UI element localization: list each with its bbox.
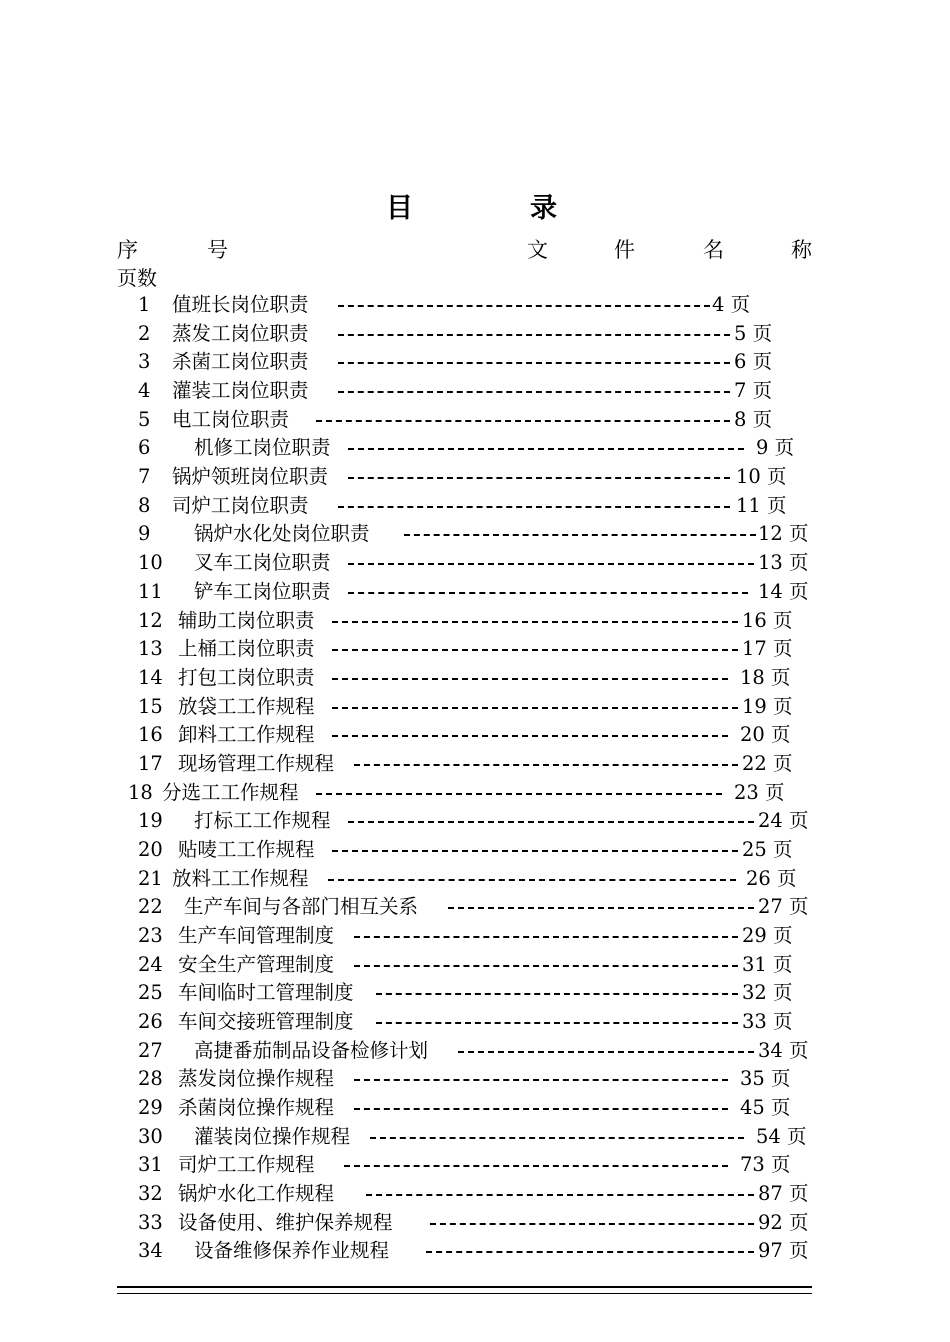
entry-number: 17	[138, 751, 163, 775]
dot-leader	[366, 1194, 754, 1196]
entry-page: 5 页	[734, 321, 773, 345]
entry-title: 放料工工作规程	[172, 866, 309, 890]
toc-entry[interactable]	[0, 807, 950, 835]
entry-page: 34 页	[758, 1038, 809, 1062]
dot-leader	[332, 707, 738, 709]
entry-number: 30	[138, 1124, 163, 1148]
toc-entry[interactable]	[0, 1065, 950, 1093]
entry-title: 机修工岗位职责	[194, 436, 331, 460]
header-char-jian: 件	[614, 238, 635, 262]
dot-leader	[404, 534, 756, 536]
entry-page: 45 页	[740, 1096, 791, 1119]
entry-page: 87 页	[758, 1182, 809, 1206]
toc-entry[interactable]	[0, 1209, 950, 1237]
toc-entry[interactable]	[0, 463, 950, 491]
dot-leader	[426, 1251, 754, 1253]
entry-page: 22 页	[742, 751, 793, 775]
entry-title: 卸料工工作规程	[178, 723, 315, 747]
entry-page: 4 页	[712, 293, 751, 316]
entry-page: 31 页	[742, 952, 793, 976]
entry-page: 7 页	[734, 379, 773, 402]
toc-entry[interactable]	[0, 922, 950, 950]
toc-entry[interactable]	[0, 549, 950, 577]
toc-entry[interactable]	[0, 348, 950, 376]
entry-title: 蒸发岗位操作规程	[178, 1067, 335, 1091]
dot-leader	[344, 1165, 728, 1167]
dot-leader	[348, 477, 730, 479]
toc-entry[interactable]	[0, 1123, 950, 1151]
entry-title: 杀菌工岗位职责	[172, 350, 309, 374]
toc-entry[interactable]	[0, 607, 950, 635]
toc-title-char-1: 目	[386, 193, 413, 224]
entry-number: 34	[138, 1239, 163, 1263]
entry-page: 35 页	[740, 1067, 791, 1091]
toc-entry[interactable]	[0, 434, 950, 462]
entry-number: 32	[138, 1182, 163, 1206]
entry-number: 29	[138, 1096, 163, 1119]
entry-number: 18	[128, 780, 153, 804]
dot-leader	[458, 1051, 754, 1053]
entry-number: 33	[138, 1210, 163, 1234]
toc-entry[interactable]	[0, 865, 950, 893]
toc-entry[interactable]	[0, 979, 950, 1007]
entry-title: 铲车工岗位职责	[194, 579, 331, 603]
dot-leader	[332, 678, 728, 680]
dot-leader	[338, 506, 730, 508]
entry-title: 车间交接班管理制度	[178, 1010, 354, 1033]
toc-entry[interactable]	[0, 836, 950, 864]
entry-number: 4	[138, 379, 151, 402]
toc-entry[interactable]	[0, 1151, 950, 1179]
dot-leader	[316, 420, 730, 422]
entry-title: 现场管理工作规程	[178, 751, 335, 775]
entry-title: 安全生产管理制度	[178, 952, 335, 976]
entry-number: 19	[138, 809, 163, 833]
entry-title: 贴唛工工作规程	[178, 837, 315, 861]
dot-leader	[348, 592, 748, 594]
entry-number: 10	[138, 551, 163, 575]
dot-leader	[376, 1022, 738, 1024]
footer-rule-thin	[117, 1293, 812, 1294]
dot-leader	[332, 850, 738, 852]
entry-title: 锅炉水化工作规程	[178, 1182, 335, 1206]
entry-title: 分选工工作规程	[162, 780, 299, 804]
entry-number: 23	[138, 924, 163, 947]
entry-page: 19 页	[742, 694, 793, 718]
entry-title: 设备维修保养作业规程	[194, 1239, 390, 1263]
entry-number: 3	[138, 350, 151, 374]
entry-page: 54 页	[756, 1124, 807, 1148]
toc-entry[interactable]	[0, 1180, 950, 1208]
entry-number: 14	[138, 665, 163, 689]
pages-column-label: 页数	[117, 266, 157, 290]
entry-number: 20	[138, 837, 163, 861]
toc-entry[interactable]	[0, 750, 950, 778]
dot-leader	[348, 563, 754, 565]
dot-leader	[332, 621, 738, 623]
entry-title: 电工岗位职责	[172, 407, 290, 431]
entry-number: 28	[138, 1067, 163, 1091]
entry-title: 灌装工岗位职责	[172, 379, 309, 402]
toc-title	[0, 186, 950, 226]
entry-title: 打标工工作规程	[194, 809, 331, 833]
dot-leader	[354, 764, 738, 766]
toc-entry[interactable]	[0, 492, 950, 520]
entry-page: 92 页	[758, 1210, 809, 1234]
toc-entry[interactable]	[0, 1037, 950, 1065]
entry-page: 17 页	[742, 637, 793, 661]
entry-title: 司炉工工作规程	[178, 1153, 315, 1177]
toc-entry[interactable]	[0, 291, 950, 319]
entry-title: 设备使用、维护保养规程	[178, 1210, 393, 1234]
entry-page: 97 页	[758, 1239, 809, 1263]
entry-title: 生产车间与各部门相互关系	[184, 895, 419, 919]
entry-page: 13 页	[758, 551, 809, 575]
dot-leader	[348, 448, 744, 450]
entry-title: 蒸发工岗位职责	[172, 321, 309, 345]
entry-page: 12 页	[758, 522, 809, 546]
header-char-hao: 号	[207, 238, 228, 262]
entry-number: 9	[138, 522, 151, 546]
toc-entry[interactable]	[0, 578, 950, 606]
toc-entry[interactable]	[0, 693, 950, 721]
entry-page: 29 页	[742, 924, 793, 947]
toc-entry[interactable]	[0, 1008, 950, 1036]
dot-leader	[354, 1108, 728, 1110]
toc-entry[interactable]	[0, 320, 950, 348]
entry-page: 14 页	[758, 579, 809, 603]
footer-rule-thick	[117, 1286, 812, 1288]
header-char-xu: 序	[117, 238, 138, 262]
entry-number: 6	[138, 436, 151, 460]
entry-number: 7	[138, 465, 151, 489]
dot-leader	[354, 1079, 728, 1081]
header-char-ming: 名	[703, 238, 724, 262]
entry-number: 16	[138, 723, 163, 747]
entry-page: 26 页	[746, 866, 797, 890]
entry-title: 上桶工岗位职责	[178, 637, 315, 661]
entry-title: 放袋工工作规程	[178, 694, 315, 718]
entry-page: 23 页	[734, 780, 785, 804]
entry-title: 杀菌岗位操作规程	[178, 1096, 335, 1119]
dot-leader	[338, 391, 730, 393]
entry-page: 9 页	[756, 436, 795, 460]
toc-entry[interactable]	[0, 1237, 950, 1265]
entry-number: 21	[138, 866, 163, 890]
entry-page: 6 页	[734, 350, 773, 374]
entry-number: 1	[138, 293, 151, 316]
dot-leader	[448, 907, 754, 909]
toc-entry[interactable]	[0, 664, 950, 692]
toc-entry[interactable]	[0, 951, 950, 979]
toc-entry[interactable]	[0, 635, 950, 663]
entry-number: 8	[138, 493, 151, 517]
dot-leader	[338, 334, 730, 336]
entry-title: 打包工岗位职责	[178, 665, 315, 689]
entry-page: 24 页	[758, 809, 809, 833]
entry-title: 生产车间管理制度	[178, 924, 335, 947]
toc-entry[interactable]	[0, 779, 950, 807]
entry-page: 18 页	[740, 665, 791, 689]
entry-page: 8 页	[734, 407, 773, 431]
entry-page: 10 页	[736, 465, 787, 489]
toc-title-char-2: 录	[530, 193, 557, 224]
entry-number: 2	[138, 321, 151, 345]
toc-entry[interactable]	[0, 406, 950, 434]
entry-page: 73 页	[740, 1153, 791, 1177]
dot-leader	[354, 965, 738, 967]
entry-number: 22	[138, 895, 163, 919]
entry-number: 12	[138, 608, 163, 632]
toc-entry[interactable]	[0, 520, 950, 548]
entry-page: 25 页	[742, 837, 793, 861]
entry-title: 灌装岗位操作规程	[194, 1124, 351, 1148]
toc-entry[interactable]	[0, 377, 950, 405]
dot-leader	[316, 793, 722, 795]
entry-title: 高捷番茄制品设备检修计划	[194, 1038, 429, 1062]
entry-title: 锅炉水化处岗位职责	[194, 522, 370, 546]
entry-page: 16 页	[742, 608, 793, 632]
dot-leader	[338, 305, 710, 307]
entry-page: 11 页	[736, 493, 787, 517]
entry-number: 27	[138, 1038, 163, 1062]
entry-number: 24	[138, 952, 163, 976]
entry-title: 司炉工岗位职责	[172, 493, 309, 517]
entry-number: 26	[138, 1010, 163, 1033]
header-char-wen: 文	[527, 238, 548, 262]
entry-number: 5	[138, 407, 151, 431]
entry-page: 32 页	[742, 981, 793, 1005]
entry-title: 锅炉领班岗位职责	[172, 465, 329, 489]
entry-number: 11	[138, 579, 163, 603]
entry-page: 20 页	[740, 723, 791, 747]
entry-number: 31	[138, 1153, 163, 1177]
dot-leader	[348, 821, 754, 823]
toc-entry[interactable]	[0, 721, 950, 749]
header-char-cheng: 称	[791, 238, 812, 262]
dot-leader	[328, 879, 736, 881]
dot-leader	[338, 362, 730, 364]
dot-leader	[376, 993, 738, 995]
dot-leader	[332, 735, 728, 737]
entry-number: 25	[138, 981, 163, 1005]
entry-page: 33 页	[742, 1010, 793, 1033]
entry-title: 值班长岗位职责	[172, 293, 309, 316]
dot-leader	[430, 1223, 754, 1225]
entry-title: 辅助工岗位职责	[178, 608, 315, 632]
dot-leader	[370, 1137, 744, 1139]
entry-page: 27 页	[758, 895, 809, 919]
entry-number: 15	[138, 694, 163, 718]
toc-entry[interactable]	[0, 893, 950, 921]
entry-title: 叉车工岗位职责	[194, 551, 331, 575]
entry-number: 13	[138, 637, 163, 661]
toc-entry[interactable]	[0, 1094, 950, 1122]
dot-leader	[332, 649, 738, 651]
entry-title: 车间临时工管理制度	[178, 981, 354, 1005]
dot-leader	[354, 936, 738, 938]
